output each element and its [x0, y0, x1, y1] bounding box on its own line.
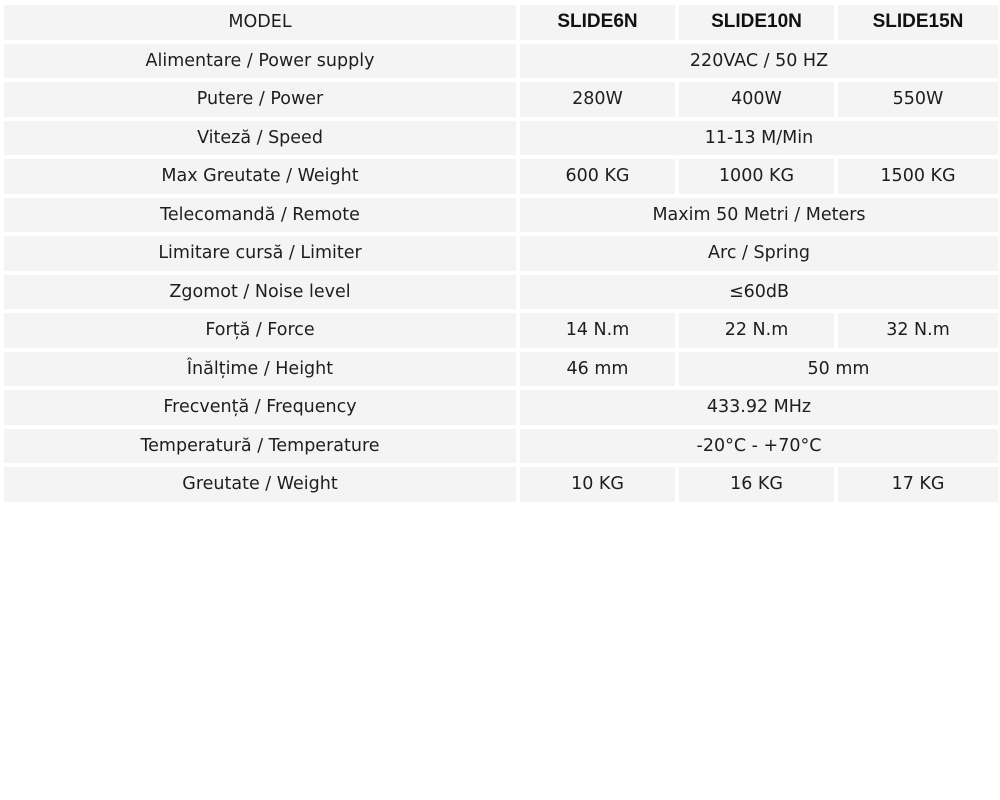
table-row [4, 352, 998, 387]
spec-value: 220VAC / 50 HZ [520, 44, 998, 79]
spec-value: Maxim 50 Metri / Meters [520, 198, 998, 233]
table-row [4, 44, 998, 79]
table-row [4, 159, 998, 194]
spec-label: Temperatură / Temperature [4, 429, 516, 464]
spec-label: Zgomot / Noise level [4, 275, 516, 310]
spec-value: 17 KG [838, 467, 998, 502]
table-header-row [4, 5, 998, 40]
spec-value: 46 mm [520, 352, 675, 387]
spec-label: Viteză / Speed [4, 121, 516, 156]
model-header-slide15n: SLIDE15N [838, 5, 998, 40]
spec-value: 14 N.m [520, 313, 675, 348]
spec-label: Frecvență / Frequency [4, 390, 516, 425]
spec-value: 10 KG [520, 467, 675, 502]
spec-value: 400W [679, 82, 834, 117]
spec-value: 280W [520, 82, 675, 117]
spec-value: 22 N.m [679, 313, 834, 348]
model-header-slide10n: SLIDE10N [679, 5, 834, 40]
table-row [4, 390, 998, 425]
spec-table [0, 1, 1000, 506]
spec-label: Max Greutate / Weight [4, 159, 516, 194]
spec-value: -20°C - +70°C [520, 429, 998, 464]
spec-value: 11-13 M/Min [520, 121, 998, 156]
spec-value: 550W [838, 82, 998, 117]
spec-value: 433.92 MHz [520, 390, 998, 425]
spec-value: 600 KG [520, 159, 675, 194]
table-row [4, 198, 998, 233]
spec-value: 1000 KG [679, 159, 834, 194]
spec-value: 50 mm [679, 352, 998, 387]
spec-label: Forță / Force [4, 313, 516, 348]
spec-table-body [4, 44, 998, 502]
spec-value: ≤60dB [520, 275, 998, 310]
table-row [4, 429, 998, 464]
spec-label: Înălțime / Height [4, 352, 516, 387]
table-row [4, 275, 998, 310]
table-row [4, 467, 998, 502]
table-row [4, 82, 998, 117]
spec-value: 32 N.m [838, 313, 998, 348]
model-column-header: MODEL [4, 5, 516, 40]
spec-value: 1500 KG [838, 159, 998, 194]
spec-label: Telecomandă / Remote [4, 198, 516, 233]
spec-value: Arc / Spring [520, 236, 998, 271]
spec-label: Limitare cursă / Limiter [4, 236, 516, 271]
spec-label: Putere / Power [4, 82, 516, 117]
spec-label: Alimentare / Power supply [4, 44, 516, 79]
table-row [4, 236, 998, 271]
table-row [4, 121, 998, 156]
model-header-slide6n: SLIDE6N [520, 5, 675, 40]
table-row [4, 313, 998, 348]
spec-label: Greutate / Weight [4, 467, 516, 502]
spec-value: 16 KG [679, 467, 834, 502]
